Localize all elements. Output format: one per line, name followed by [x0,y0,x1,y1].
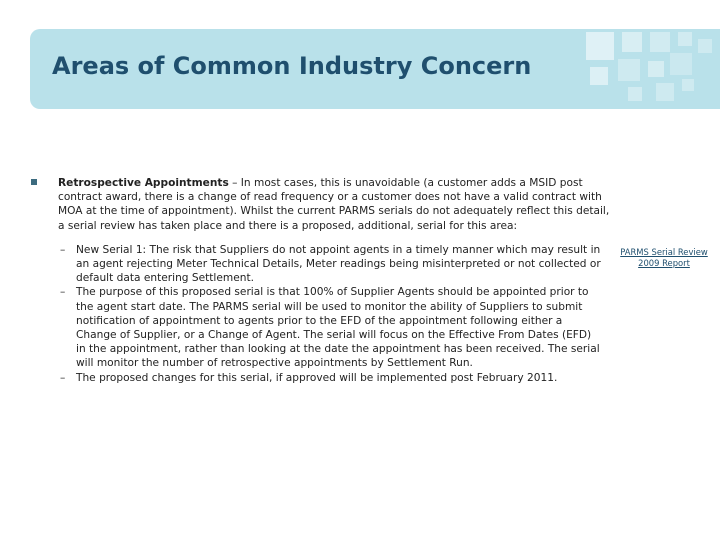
sub-bullet [30,285,610,370]
deco-square [682,79,694,91]
deco-square [678,32,692,46]
deco-square [670,53,692,75]
square-bullet-icon [31,179,37,185]
deco-square [698,39,712,53]
sub-bullet [30,371,610,385]
dash-bullet-icon: – [60,286,66,299]
deco-square [656,83,674,101]
main-bullet [30,176,610,233]
slide-title: Areas of Common Industry Concern [52,52,532,80]
deco-square [648,61,664,77]
bullet-text: – In most cases, this is unavoidable (a customer adds a MSID post contract award, there is a change of read frequency or a customer does not have a valid contract with MOA at the time of appointment). Whilst the current PARMS serials do not adequately reflect this detail, a serial review has taken place and there is a proposed, additional, serial for this area: [58,177,610,232]
bullet-lead: Retrospective Appointments [58,177,229,189]
deco-square [590,67,608,85]
side-note-line2: 2009 Report [638,258,690,268]
side-note-line1: PARMS Serial Review [620,247,708,257]
deco-square [586,32,614,60]
side-note-link[interactable] [613,247,715,269]
sub-bullet-text: New Serial 1: The risk that Suppliers do not appoint agents in a timely manner which may result in an agent rejecting Meter Technical Details, Meter readings being misinterpreted or not collected or default data entering Settlement. [76,243,601,285]
title-band [30,29,720,109]
dash-bullet-icon: – [60,371,66,384]
dash-bullet-icon: – [60,243,66,256]
deco-square [650,32,670,52]
sub-bullet-list [30,243,610,385]
sub-bullet-text: The proposed changes for this serial, if approved will be implemented post February 2011. [76,371,558,384]
sub-bullet [30,243,610,286]
deco-square [622,32,642,52]
deco-square [628,87,642,101]
slide-body [30,176,610,385]
deco-square [618,59,640,81]
sub-bullet-text: The purpose of this proposed serial is that 100% of Supplier Agents should be appointed prior to the agent start date. The PARMS serial will be used to monitor the ability of Suppliers to submit notification of appointment to agents prior to the EFD of the appointment following either a Change of Supplier, or a Change of Agent. The serial will focus on the Effective From Dates (EFD) in the appointment, rather than looking at the date the appointment has been received. The serial will monitor the number of retrospective appointments by Settlement Run. [76,286,600,370]
